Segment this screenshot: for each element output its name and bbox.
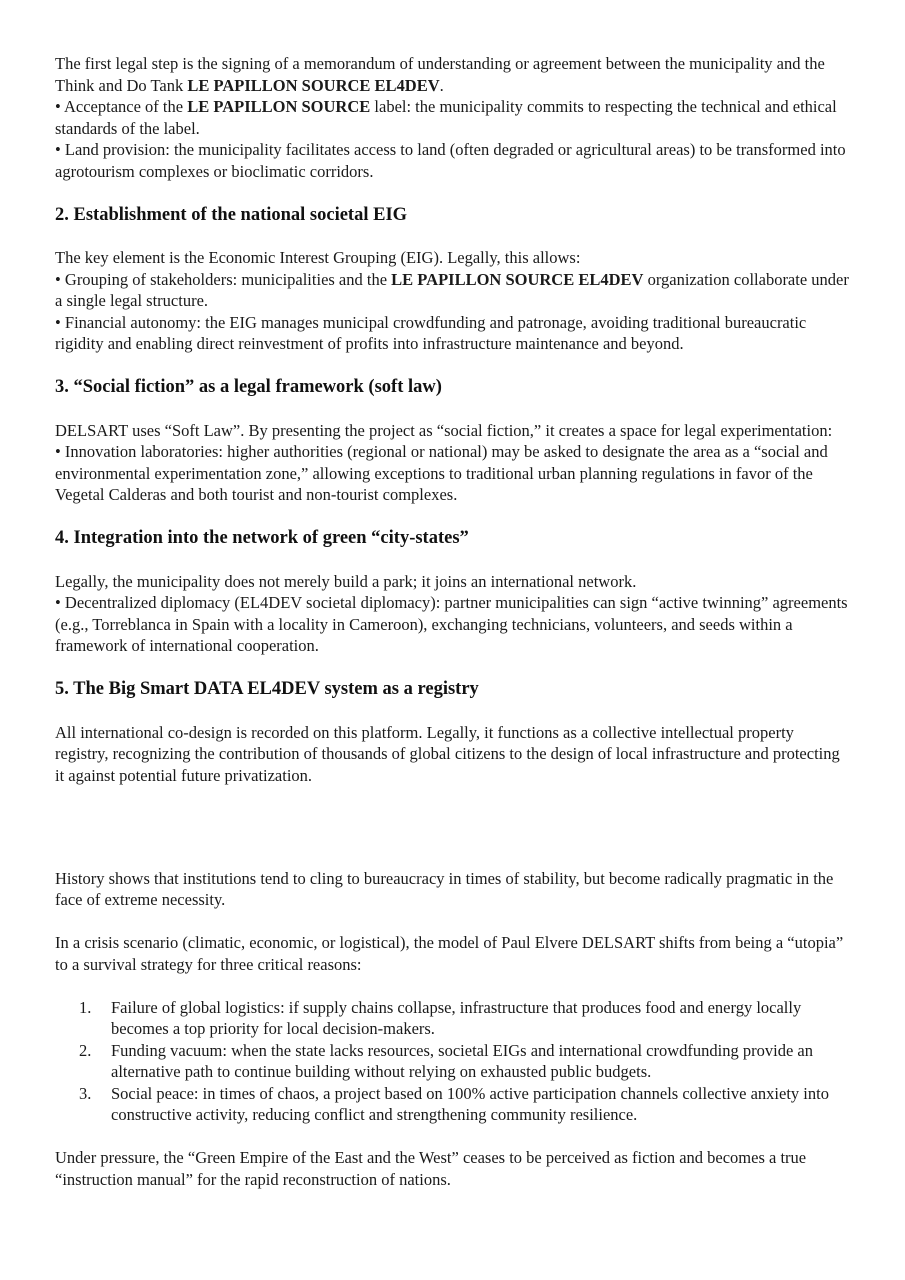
paragraph-under-pressure: Under pressure, the “Green Empire of the East and the West” ceases to be perceived as fiction and becomes a true “instruction manual” for the rapid reconstruction of nations. — [55, 1148, 807, 1189]
paragraph-international-network: Legally, the municipality does not merely build a park; it joins an international network. — [55, 571, 637, 591]
paragraph-crisis-scenario: In a crisis scenario (climatic, economic, or logistical), the model of Paul Elvere DELSART shifts from being a “utopia” to a survival strategy for three critical reasons: — [55, 933, 844, 974]
section-5-body — [55, 722, 850, 787]
vertical-gap — [55, 808, 850, 868]
bullet-grouping-stakeholders — [55, 269, 850, 312]
section-2-body — [55, 247, 850, 355]
crisis-block — [55, 868, 850, 1191]
text-segment: • Acceptance of the — [55, 97, 188, 116]
text-segment: . — [439, 75, 444, 95]
section-3-body — [55, 420, 850, 506]
text-segment-bold: LE PAPILLON SOURCE — [187, 97, 371, 116]
bullet-decentralized-diplomacy: • Decentralized diplomacy (EL4DEV societal diplomacy): partner municipalities can sign “active twinning” agreements (e.g., Torreblanca in Spain with a locality in Cameroon), exchanging technicians, volunteers, and seeds within a framework of international cooperation. — [55, 593, 848, 655]
bullet-acceptance — [55, 96, 850, 139]
bullet-financial-autonomy: • Financial autonomy: the EIG manages municipal crowdfunding and patronage, avoiding traditional bureaucratic rigidity and enabling direct reinvestment of profits into infrastructure maintenance and beyond. — [55, 312, 807, 353]
text-segment-bold: LE PAPILLON SOURCE EL4DEV — [391, 269, 644, 289]
bullet-land-provision: • Land provision: the municipality facilitates access to land (often degraded or agricultural areas) to be transformed into agrotourism complexes or bioclimatic corridors. — [55, 140, 846, 181]
list-item-funding-vacuum: Funding vacuum: when the state lacks resources, societal EIGs and international crowdfunding provide an alternative path to continue building without relying on exhausted public budgets. — [111, 1040, 813, 1081]
list-item-global-logistics: Failure of global logistics: if supply chains collapse, infrastructure that produces food and energy locally becomes a top priority for local decision-makers. — [111, 997, 802, 1038]
intro-block — [55, 53, 850, 182]
paragraph-history: History shows that institutions tend to cling to bureaucracy in times of stability, but become radically pragmatic in the face of extreme necessity. — [55, 868, 834, 909]
paragraph-key-element: The key element is the Economic Interest Grouping (EIG). Legally, this allows: — [55, 248, 581, 267]
section-heading-4: 4. Integration into the network of green “city-states” — [55, 528, 469, 548]
text-segment-bold: LE PAPILLON SOURCE EL4DEV — [187, 75, 440, 95]
text-segment: organization collaborate under a single legal structure. — [55, 269, 849, 310]
paragraph-codesign-registry: All international co-design is recorded on this platform. Legally, it functions as a collective intellectual property registry, recognizing the contribution of thousands of global citizens to the design of local infrastructure and protecting it against potential future privatization. — [55, 722, 840, 785]
text-segment: • Grouping of stakeholders: municipalities and the — [55, 269, 392, 289]
section-heading-5: 5. The Big Smart DATA EL4DEV system as a registry — [55, 679, 479, 699]
text-segment: label: the municipality commits to respecting the technical and ethical standards of the label. — [55, 97, 837, 138]
paragraph-memorandum — [55, 53, 850, 96]
section-heading-3: 3. “Social fiction” as a legal framework (soft law) — [55, 377, 442, 397]
section-4-body — [55, 571, 850, 657]
critical-reasons-list — [55, 997, 850, 1126]
bullet-innovation-laboratories: • Innovation laboratories: higher authorities (regional or national) may be asked to designate the area as a “social and environmental experimentation zone,” allowing exceptions to traditional urban planning regulations in favor of the Vegetal Calderas and both tourist and non-tourist complexes. — [55, 442, 828, 504]
list-item-social-peace: Social peace: in times of chaos, a project based on 100% active participation channels collective anxiety into constructive activity, reducing conflict and strengthening community resilience. — [111, 1083, 829, 1124]
paragraph-delsart-soft-law: DELSART uses “Soft Law”. By presenting the project as “social fiction,” it creates a space for legal experimentation: — [55, 420, 833, 440]
section-heading-2: 2. Establishment of the national societal EIG — [55, 204, 408, 225]
text-segment: The first legal step is the signing of a memorandum of understanding or agreement between the municipality and the Think and Do Tank — [55, 54, 825, 95]
